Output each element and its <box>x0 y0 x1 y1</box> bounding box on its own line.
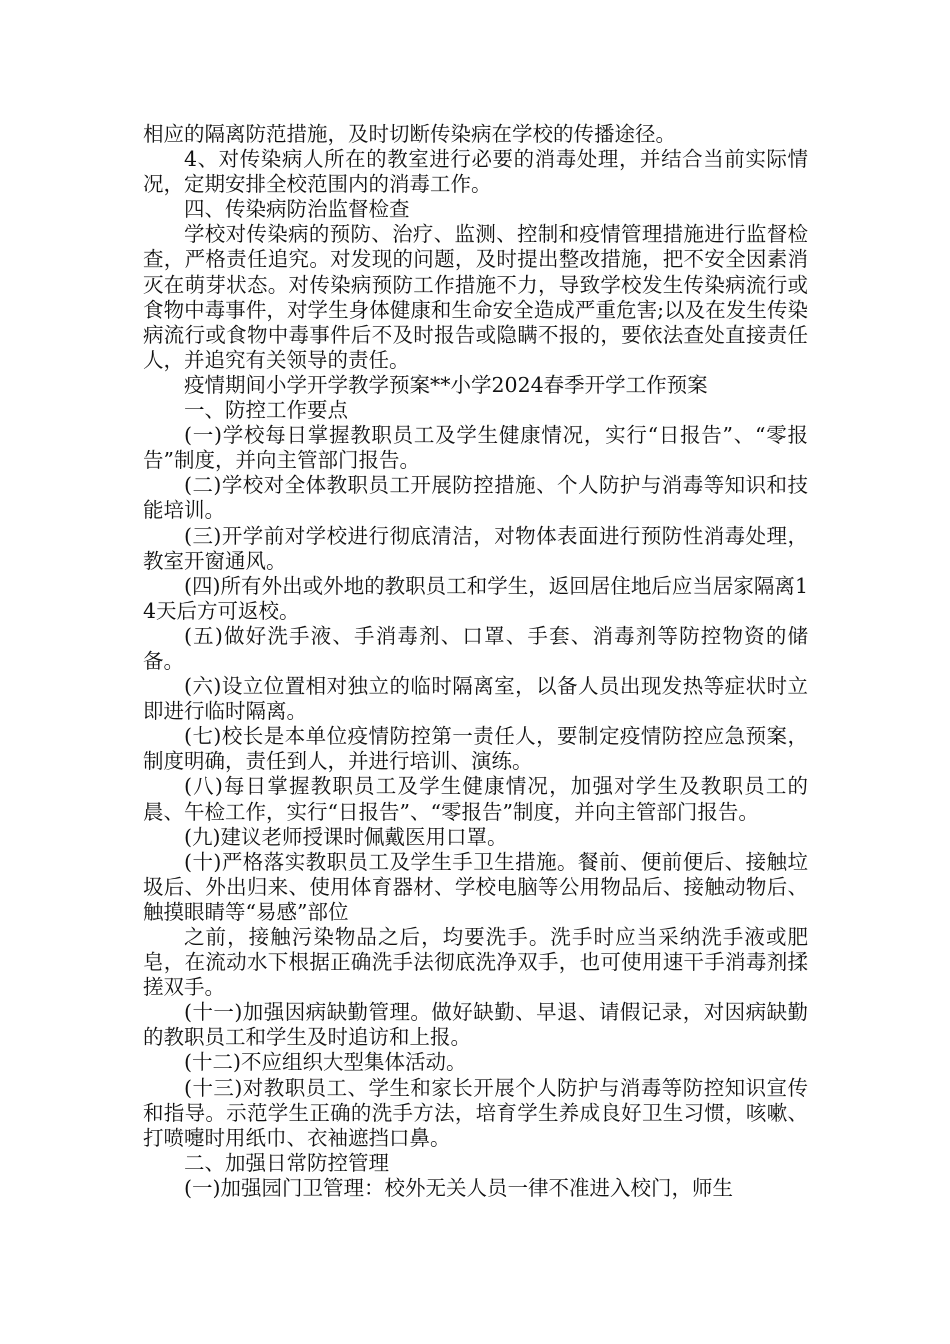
section-heading: 二、加强日常防控管理 <box>184 1150 389 1175</box>
list-item: (十一)加强因病缺勤管理。做好缺勤、早退、请假记录，对因病缺勤的教职员工和学生及时追访和上报。 <box>143 1000 808 1050</box>
paragraph: 相应的隔离防范措施，及时切断传染病在学校的传播途径。 <box>143 122 676 146</box>
paragraph: 学校对传染病的预防、治疗、监测、控制和疫情管理措施进行监督检查，严格责任追究。对发现的问题，及时提出整改措施，把不安全因素消灭在萌芽状态。对传染病预防工作措施不力，导致学校发生传染病流行或食物中毒事件，对学生身体健康和生命安全造成严重危害;以及在发生传染病流行或食物中毒事件后不及时报告或隐瞒不报的，要依法查处直接责任人，并追究有关领导的责任。 <box>143 222 808 372</box>
list-item: (六)设立位置相对独立的临时隔离室，以备人员出现发热等症状时立即进行临时隔离。 <box>143 674 808 724</box>
list-item: (八)每日掌握教职员工及学生健康情况，加强对学生及教职员工的晨、午检工作，实行“日报告”、“零报告”制度，并向主管部门报告。 <box>143 774 808 824</box>
list-item: (四)所有外出或外地的教职员工和学生，返回居住地后应当居家隔离14天后方可返校。 <box>143 573 808 623</box>
document-title: 疫情期间小学开学教学预案**小学2024春季开学工作预案 <box>184 372 708 397</box>
section-heading: 四、传染病防治监督检查 <box>184 197 410 222</box>
list-item: (一)加强园门卫管理：校外无关人员一律不准进入校门，师生 <box>184 1175 733 1200</box>
section-heading: 一、防控工作要点 <box>184 398 348 423</box>
list-item: (五)做好洗手液、手消毒剂、口罩、手套、消毒剂等防控物资的储备。 <box>143 623 808 673</box>
list-item: (一)学校每日掌握教职员工及学生健康情况，实行“日报告”、“零报告”制度，并向主管部门报告。 <box>143 423 808 473</box>
list-item: (九)建议老师授课时佩戴医用口罩。 <box>184 824 508 849</box>
paragraph: 4、对传染病人所在的教室进行必要的消毒处理，并结合当前实际情况，定期安排全校范围内的消毒工作。 <box>143 147 808 197</box>
list-item: (三)开学前对学校进行彻底清洁，对物体表面进行预防性消毒处理，教室开窗通风。 <box>143 523 808 573</box>
document-body <box>143 122 808 1201</box>
list-item: (十三)对教职员工、学生和家长开展个人防护与消毒等防控知识宣传和指导。示范学生正确的洗手方法，培育学生养成良好卫生习惯，咳嗽、打喷嚏时用纸巾、衣袖遮挡口鼻。 <box>143 1075 808 1150</box>
paragraph: 之前，接触污染物品之后，均要洗手。洗手时应当采纳洗手液或肥皂，在流动水下根据正确洗手法彻底洗净双手，也可使用速干手消毒剂揉搓双手。 <box>143 925 808 1000</box>
list-item: (十二)不应组织大型集体活动。 <box>184 1050 467 1075</box>
list-item: (二)学校对全体教职员工开展防控措施、个人防护与消毒等知识和技能培训。 <box>143 473 808 523</box>
list-item: (十)严格落实教职员工及学生手卫生措施。餐前、便前便后、接触垃圾后、外出归来、使用体育器材、学校电脑等公用物品后、接触动物后、触摸眼睛等“易感”部位 <box>143 849 808 924</box>
list-item: (七)校长是本单位疫情防控第一责任人，要制定疫情防控应急预案，制度明确，责任到人，并进行培训、演练。 <box>143 724 808 774</box>
